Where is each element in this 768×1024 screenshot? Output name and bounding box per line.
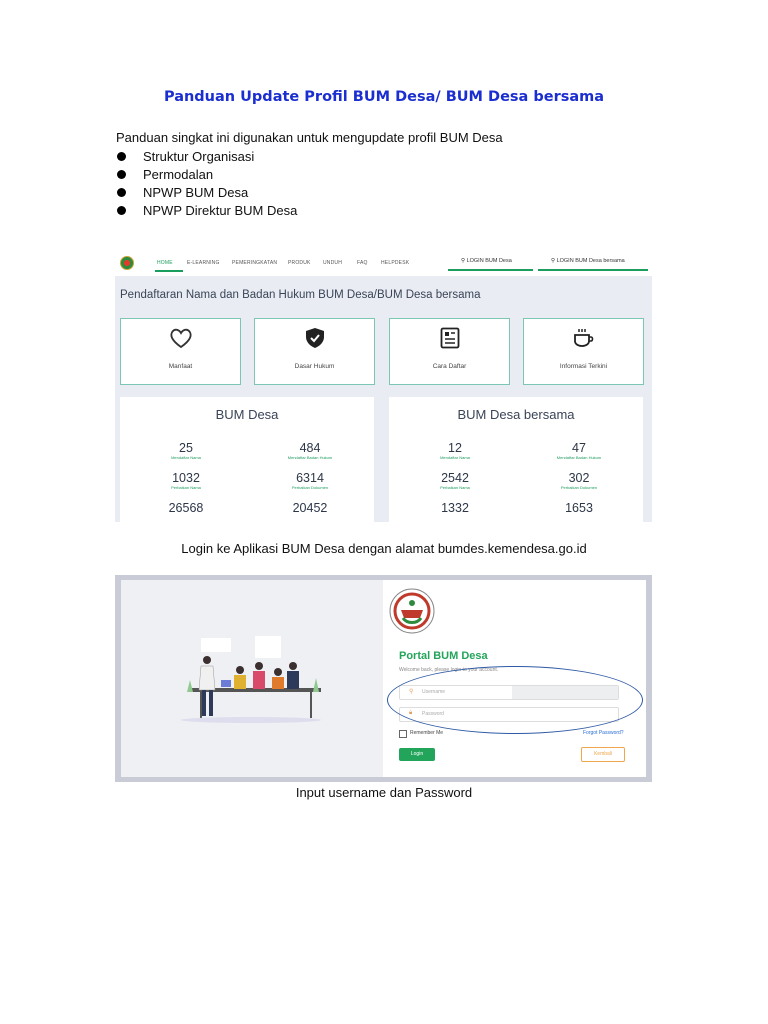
team-illustration [121, 580, 383, 777]
stats-title: BUM Desa [215, 407, 279, 422]
password-placeholder: Password [422, 711, 444, 717]
stat-value: 12 [448, 441, 462, 455]
coffee-cup-icon [572, 327, 596, 349]
logo-icon [120, 256, 134, 270]
remember-label: Remember Me [410, 730, 444, 736]
bullet-item: Permodalan [116, 166, 297, 184]
stat-label: Perbaikan Nama [440, 485, 470, 490]
nav-active-indicator [155, 270, 183, 272]
login-button[interactable]: Login [399, 748, 435, 761]
stats-title: BUM Desa bersama [457, 407, 575, 422]
stat-label: Mendaftar Nama [440, 455, 470, 460]
top-nav [115, 252, 652, 276]
home-screenshot [115, 252, 652, 522]
stat-label: Mendaftar Nama [171, 455, 201, 460]
card-label: Informasi Terkini [559, 363, 608, 370]
stat-label: Perbaikan Dokumen [560, 485, 598, 490]
remember-checkbox[interactable] [399, 730, 407, 738]
stat-label: Perbaikan Dokumen [291, 485, 329, 490]
card-label: Dasar Hukum [294, 363, 335, 370]
shield-check-icon [304, 327, 326, 349]
stat-value: 2542 [441, 471, 469, 485]
nav-unduh[interactable]: UNDUH [323, 260, 343, 266]
forgot-password-link[interactable]: Forgot Password? [583, 730, 624, 736]
document-title: Panduan Update Profil BUM Desa/ BUM Desa bersama [163, 89, 605, 105]
stat-label: Mendaftar Badan Hukum [556, 455, 602, 460]
registration-heading: Pendaftaran Nama dan Badan Hukum BUM Desa/BUM Desa bersama [120, 289, 481, 301]
caption-login: Login ke Aplikasi BUM Desa dengan alamat bumdes.kemendesa.go.id [181, 541, 587, 556]
nav-produk[interactable]: PRODUK [288, 260, 311, 266]
login-bersama-label: LOGIN BUM Desa bersama [556, 258, 625, 264]
caption-input: Input username dan Password [295, 785, 473, 800]
stat-item [250, 471, 370, 490]
stat-value: 1032 [172, 471, 200, 485]
stat-item [395, 501, 515, 515]
stat-item [395, 441, 515, 460]
stat-item [250, 501, 370, 515]
nav-pemeringkatan[interactable]: PEMERINGKATAN [232, 260, 278, 266]
card-label: Manfaat [168, 363, 193, 370]
illustration-pane [121, 580, 383, 777]
stat-value: 47 [572, 441, 586, 455]
stat-value: 484 [299, 441, 321, 455]
login-bersama-tab[interactable] [551, 258, 625, 264]
stat-item [519, 471, 639, 490]
username-placeholder: Username [422, 689, 446, 695]
stat-item [250, 441, 370, 460]
card-informasi-terkini[interactable] [523, 318, 644, 385]
stat-item [126, 471, 246, 490]
stat-label: Perbaikan Nama [171, 485, 201, 490]
login-tab-line [448, 269, 533, 271]
login-bumdes-tab[interactable] [461, 258, 512, 264]
card-manfaat[interactable] [120, 318, 241, 385]
stat-item [395, 471, 515, 490]
stat-value: 26568 [168, 501, 204, 515]
bullet-item: Struktur Organisasi [116, 148, 297, 166]
nav-helpdesk[interactable]: HELPDESK [381, 260, 410, 266]
stat-item [519, 501, 639, 515]
login-bumdes-label: LOGIN BUM Desa [466, 258, 512, 264]
user-icon: ⚲ [409, 689, 414, 695]
stat-value: 1332 [441, 501, 469, 515]
ministry-logo-icon [389, 588, 435, 634]
nav-elearning[interactable]: E-LEARNING [187, 260, 220, 266]
user-icon: ⚲ [461, 258, 467, 264]
user-icon: ⚲ [551, 258, 557, 264]
bullet-list [116, 148, 297, 220]
stat-value: 302 [568, 471, 590, 485]
form-icon [440, 327, 460, 349]
bullet-item: NPWP BUM Desa [116, 184, 297, 202]
highlight-ellipse [387, 666, 643, 734]
lock-icon: 🔒︎ [409, 710, 413, 716]
card-label: Cara Daftar [432, 363, 467, 370]
login-tab-line [538, 269, 648, 271]
stat-item [126, 501, 246, 515]
stat-value: 6314 [296, 471, 324, 485]
welcome-text: Welcome back, please login to your account. [399, 667, 499, 673]
portal-title: Portal BUM Desa [399, 650, 488, 662]
stats-bumdes-panel [120, 397, 374, 522]
intro-text: Panduan singkat ini digunakan untuk mengupdate profil BUM Desa [116, 130, 503, 145]
stat-item [126, 441, 246, 460]
card-cara-daftar[interactable] [389, 318, 510, 385]
stat-value: 25 [179, 441, 193, 455]
card-dasar-hukum[interactable] [254, 318, 375, 385]
stat-item [519, 441, 639, 460]
nav-home[interactable]: HOME [157, 260, 173, 266]
stat-label: Mendaftar Badan Hukum [287, 455, 333, 460]
stat-value: 20452 [292, 501, 328, 515]
heart-icon [169, 327, 193, 349]
nav-faq[interactable]: FAQ [357, 260, 368, 266]
stats-bersama-panel [389, 397, 643, 522]
bullet-item: NPWP Direktur BUM Desa [116, 202, 297, 220]
back-button[interactable]: Kembali [581, 747, 625, 762]
stat-value: 1653 [565, 501, 593, 515]
